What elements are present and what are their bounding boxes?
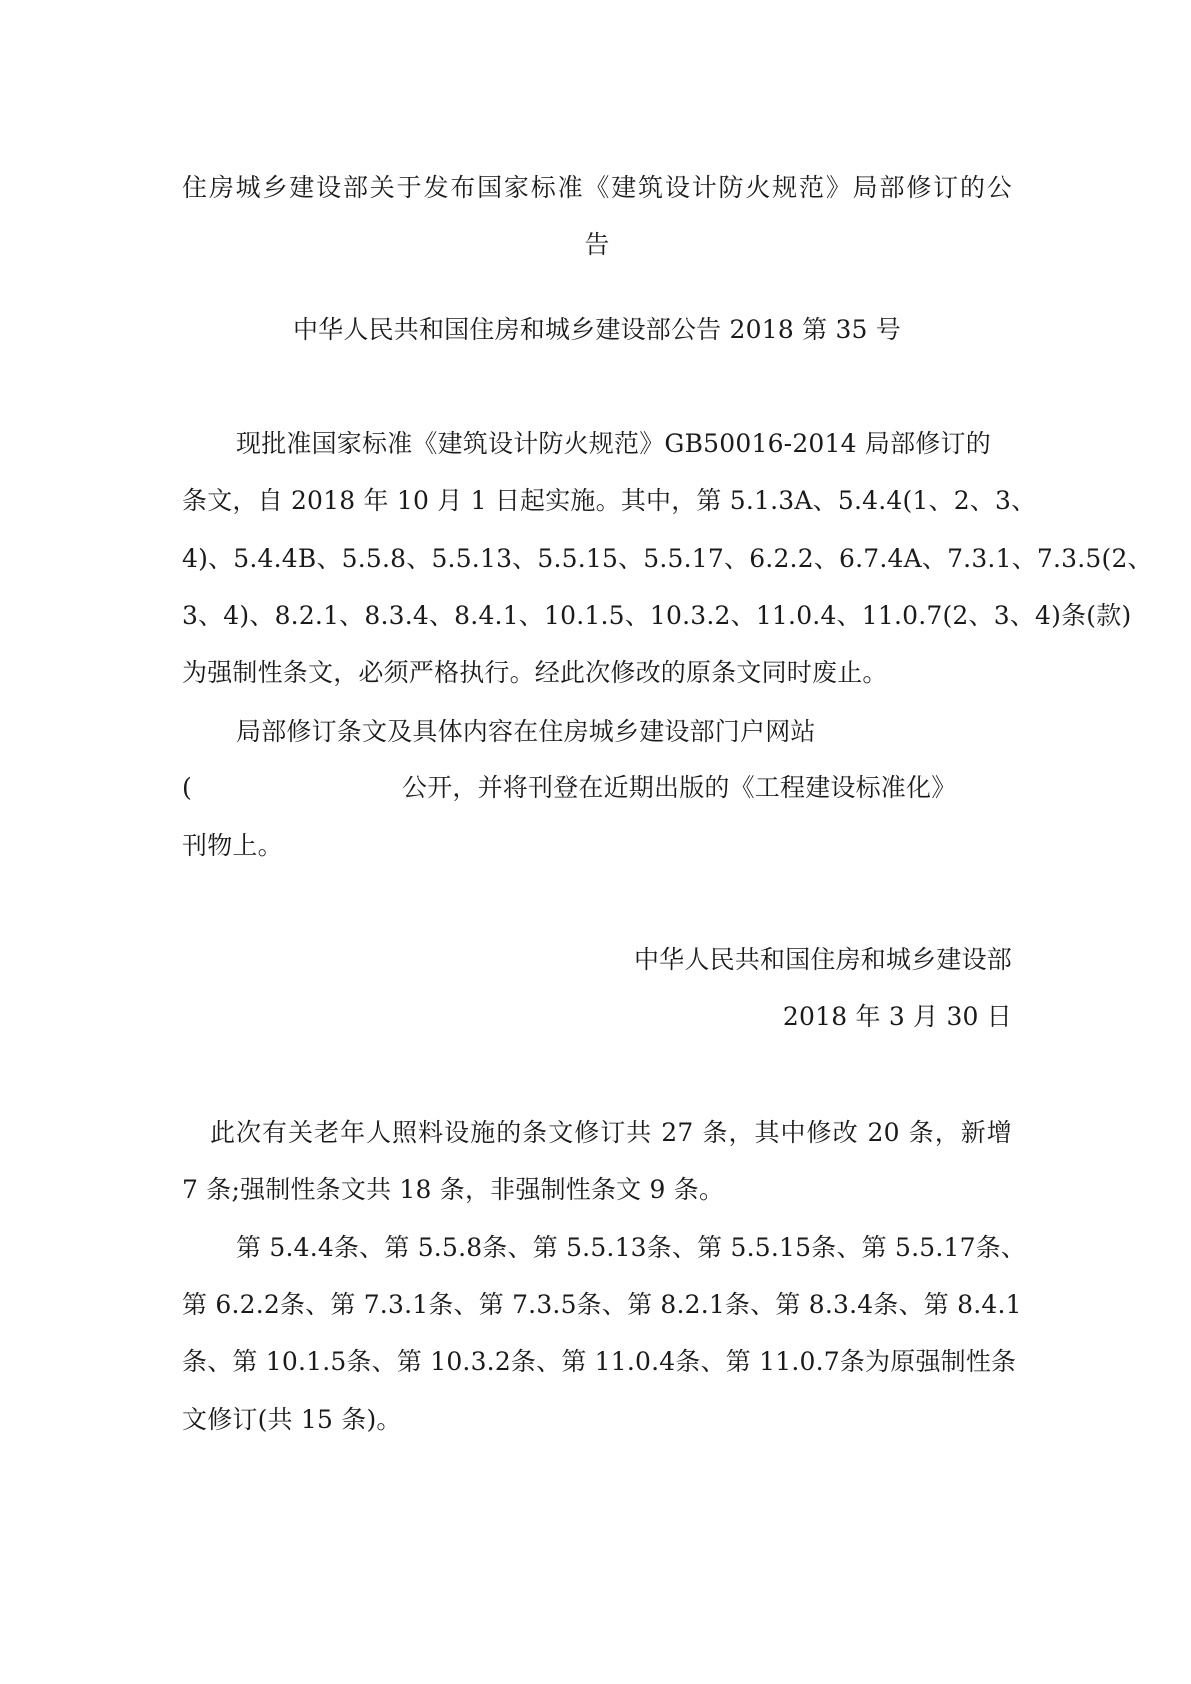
issue-date: 2018 年 3 月 30 日 — [782, 1002, 1012, 1031]
para4-line: 条、第 10.1.5条、第 10.3.2条、第 11.0.4条、第 11.0.7条为原强制性条 — [182, 1347, 1017, 1376]
document-title-line2: 告 — [584, 230, 610, 259]
issuer-signature: 中华人民共和国住房和城乡建设部 — [633, 945, 1012, 974]
para4-line: 文修订(共 15 条)。 — [182, 1405, 402, 1434]
announcement-number: 中华人民共和国住房和城乡建设部公告 2018 第 35 号 — [292, 315, 902, 344]
para3-line: 此次有关老年人照料设施的条文修订共 27 条，其中修改 20 条，新增 — [210, 1118, 1012, 1147]
para1-line: 条文，自 2018 年 10 月 1 日起实施。其中，第 5.1.3A、5.4.4(1、2、3、 — [182, 486, 1037, 515]
para2-open-paren: ( — [182, 773, 192, 802]
para1-line: 4)、5.4.4B、5.5.8、5.5.13、5.5.15、5.5.17、6.2.2、6.7.4A、7.3.1、7.3.5(2、 — [182, 544, 1153, 573]
para3-line: 7 条;强制性条文共 18 条，非强制性条文 9 条。 — [182, 1175, 725, 1204]
para2-line — [182, 773, 1012, 803]
para1-line: 3、4)、8.2.1、8.3.4、8.4.1、10.1.5、10.3.2、11.0.4、11.0.7(2、3、4)条(款) — [182, 601, 1132, 630]
para4-line: 第 5.4.4条、第 5.5.8条、第 5.5.13条、第 5.5.15条、第 5.5.17条、 — [236, 1233, 1027, 1262]
para2-line-rest: 公开，并将刊登在近期出版的《工程建设标准化》 — [402, 773, 957, 802]
para2-line: 局部修订条文及具体内容在住房城乡建设部门户网站 — [236, 717, 816, 746]
document-title-line1: 住房城乡建设部关于发布国家标准《建筑设计防火规范》局部修订的公 — [182, 173, 1012, 202]
para4-line: 第 6.2.2条、第 7.3.1条、第 7.3.5条、第 8.2.1条、第 8.3.4条、第 8.4.1 — [182, 1290, 1022, 1319]
para2-line: 刊物上。 — [182, 831, 283, 860]
para1-line: 现批准国家标准《建筑设计防火规范》GB50016-2014 局部修订的 — [236, 429, 991, 458]
para1-line: 为强制性条文，必须严格执行。经此次修改的原条文同时废止。 — [182, 658, 888, 687]
